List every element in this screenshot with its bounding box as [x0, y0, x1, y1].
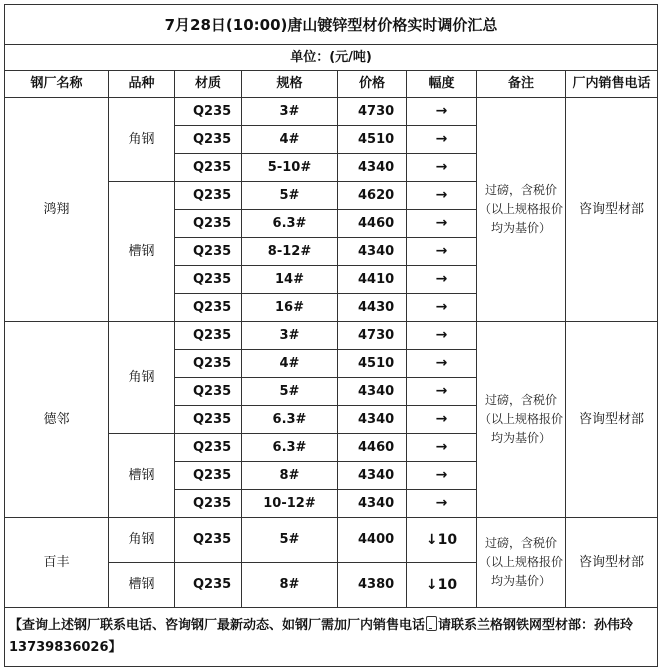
material-cell: Q235: [175, 563, 242, 608]
factory-name: 鸿翔: [5, 98, 109, 322]
spec-cell: 3#: [242, 98, 338, 126]
change-cell: →: [407, 154, 477, 182]
material-cell: Q235: [175, 350, 242, 378]
change-cell: →: [407, 350, 477, 378]
change-cell: ↓10: [407, 563, 477, 608]
price-cell: 4340: [338, 406, 407, 434]
change-cell: →: [407, 210, 477, 238]
change-cell: →: [407, 406, 477, 434]
spec-cell: 6.3#: [242, 406, 338, 434]
material-cell: Q235: [175, 238, 242, 266]
change-cell: →: [407, 434, 477, 462]
header-note: 备注: [477, 71, 566, 98]
table-row: [5, 518, 658, 563]
variety-name: 角钢: [109, 322, 175, 434]
page-title: 7月28日(10:00)唐山镀锌型材价格实时调价汇总: [5, 5, 658, 45]
header-material: 材质: [175, 71, 242, 98]
spec-cell: 4#: [242, 350, 338, 378]
sales-phone-cell: 咨询型材部: [566, 98, 658, 322]
material-cell: Q235: [175, 266, 242, 294]
header-factory: 钢厂名称: [5, 71, 109, 98]
spec-cell: 4#: [242, 126, 338, 154]
material-cell: Q235: [175, 518, 242, 563]
table-body: [5, 98, 658, 608]
spec-cell: 16#: [242, 294, 338, 322]
price-cell: 4340: [338, 238, 407, 266]
phone-icon: [426, 616, 437, 631]
unit-label: 单位：(元/吨): [5, 45, 658, 71]
spec-cell: 8#: [242, 563, 338, 608]
sales-phone-cell: 咨询型材部: [566, 322, 658, 518]
material-cell: Q235: [175, 322, 242, 350]
spec-cell: 5#: [242, 378, 338, 406]
price-cell: 4510: [338, 350, 407, 378]
price-cell: 4380: [338, 563, 407, 608]
spec-cell: 5-10#: [242, 154, 338, 182]
spec-cell: 14#: [242, 266, 338, 294]
variety-name: 角钢: [109, 518, 175, 563]
material-cell: Q235: [175, 378, 242, 406]
spec-cell: 10-12#: [242, 490, 338, 518]
header-row: [5, 71, 658, 98]
footer-text-2: 请联系兰格钢铁网型材部：孙伟玲13739836026】: [9, 618, 634, 655]
material-cell: Q235: [175, 294, 242, 322]
change-cell: →: [407, 462, 477, 490]
spec-cell: 8-12#: [242, 238, 338, 266]
price-cell: 4730: [338, 98, 407, 126]
spec-cell: 5#: [242, 182, 338, 210]
spec-cell: 6.3#: [242, 210, 338, 238]
spec-cell: 6.3#: [242, 434, 338, 462]
factory-name: 德邻: [5, 322, 109, 518]
material-cell: Q235: [175, 182, 242, 210]
price-cell: 4340: [338, 378, 407, 406]
material-cell: Q235: [175, 210, 242, 238]
price-cell: 4430: [338, 294, 407, 322]
header-phone: 厂内销售电话: [566, 71, 658, 98]
price-cell: 4730: [338, 322, 407, 350]
spec-cell: 5#: [242, 518, 338, 563]
header-spec: 规格: [242, 71, 338, 98]
material-cell: Q235: [175, 126, 242, 154]
header-price: 价格: [338, 71, 407, 98]
price-cell: 4510: [338, 126, 407, 154]
change-cell: →: [407, 266, 477, 294]
price-cell: 4410: [338, 266, 407, 294]
spec-cell: 8#: [242, 462, 338, 490]
price-cell: 4340: [338, 154, 407, 182]
factory-name: 百丰: [5, 518, 109, 608]
variety-name: 槽钢: [109, 563, 175, 608]
note-cell: 过磅，含税价（以上规格报价均为基价）: [477, 518, 566, 608]
material-cell: Q235: [175, 434, 242, 462]
price-cell: 4400: [338, 518, 407, 563]
price-sheet: [4, 4, 657, 667]
table-row: [5, 322, 658, 350]
change-cell: →: [407, 490, 477, 518]
change-cell: →: [407, 182, 477, 210]
price-cell: 4460: [338, 434, 407, 462]
price-cell: 4340: [338, 462, 407, 490]
table-row: [5, 98, 658, 126]
price-cell: 4460: [338, 210, 407, 238]
variety-name: 槽钢: [109, 434, 175, 518]
price-table: [4, 4, 658, 667]
spec-cell: 3#: [242, 322, 338, 350]
change-cell: →: [407, 378, 477, 406]
price-cell: 4340: [338, 490, 407, 518]
variety-name: 槽钢: [109, 182, 175, 322]
change-cell: ↓10: [407, 518, 477, 563]
note-cell: 过磅，含税价（以上规格报价均为基价）: [477, 322, 566, 518]
footer-text-1: 【查询上述钢厂联系电话、咨询钢厂最新动态、如钢厂需加厂内销售电话: [9, 618, 426, 633]
change-cell: →: [407, 294, 477, 322]
material-cell: Q235: [175, 98, 242, 126]
change-cell: →: [407, 238, 477, 266]
material-cell: Q235: [175, 490, 242, 518]
material-cell: Q235: [175, 154, 242, 182]
header-variety: 品种: [109, 71, 175, 98]
material-cell: Q235: [175, 406, 242, 434]
note-cell: 过磅，含税价（以上规格报价均为基价）: [477, 98, 566, 322]
change-cell: →: [407, 322, 477, 350]
material-cell: Q235: [175, 462, 242, 490]
change-cell: →: [407, 98, 477, 126]
header-change: 幅度: [407, 71, 477, 98]
footer-contact: [5, 608, 658, 667]
change-cell: →: [407, 126, 477, 154]
variety-name: 角钢: [109, 98, 175, 182]
sales-phone-cell: 咨询型材部: [566, 518, 658, 608]
price-cell: 4620: [338, 182, 407, 210]
